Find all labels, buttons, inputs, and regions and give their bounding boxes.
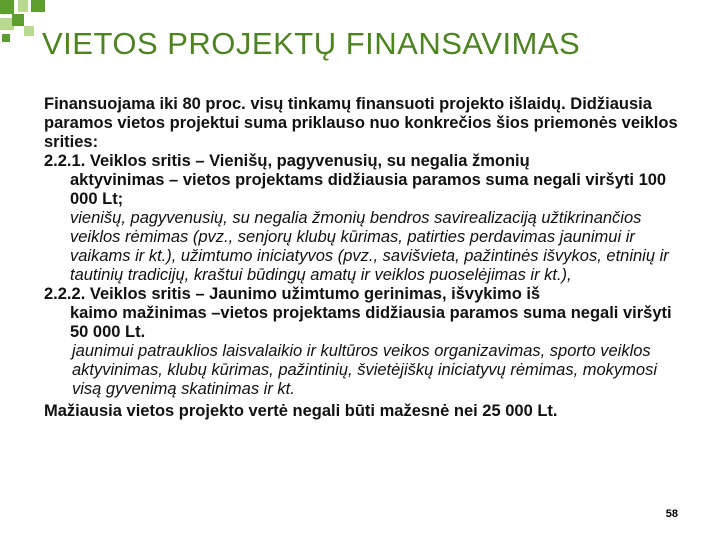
page-number: 58 (665, 508, 678, 520)
decor-square (2, 34, 10, 42)
decor-square (0, 0, 14, 14)
closing-paragraph: Mažiausia vietos projekto vertė negali būti mažesnė nei 25 000 Lt. (44, 402, 558, 420)
item2-detail: jaunimui patrauklios laisvalaikio ir kultūros veikos organizavimas, sporto veiklos aktyvinimas, klubų kūrimas, pažintinių, švietėjiškų iniciatyvų rėmimas, mokymosi visą gyvenimą skatinimas ir kt. (72, 342, 658, 398)
item1-heading: 2.2.1. Veiklos sritis – Vienišų, pagyvenusių, su negalia žmonių (44, 152, 530, 170)
decor-square (12, 14, 24, 26)
decor-square (18, 0, 28, 12)
intro-paragraph: Finansuojama iki 80 proc. visų tinkamų finansuoti projekto išlaidų. Didžiausia paramos vietos projektui suma priklauso nuo konkrečios šios priemonės veiklos srities: (44, 95, 678, 151)
page-title: VIETOS PROJEKTŲ FINANSAVIMAS (42, 26, 581, 61)
item1-continuation: aktyvinimas – vietos projektams didžiausia paramos suma negali viršyti 100 000 Lt; (70, 171, 667, 208)
item1-detail: vienišų, pagyvenusių, su negalia žmonių bendros savirealizaciją užtikrinančios veiklos rėmimas (pvz., senjorų klubų kūrimas, patirties perdavimas jaunimui ir vaikams ir kt.), užimtumo iniciatyvos (pvz., savišvieta, pažintinės išvykos, etninių ir tautinių tradicijų, kraštui būdingų amatų ir veiklos puoselėjimas ir kt.), (70, 209, 669, 284)
decor-square (24, 26, 34, 36)
item2-heading: 2.2.2. Veiklos sritis – Jaunimo užimtumo gerinimas, išvykimo iš (44, 285, 541, 303)
slide-body (44, 95, 684, 421)
item2-continuation: kaimo mažinimas –vietos projektams didžiausia paramos suma negali viršyti 50 000 Lt. (70, 304, 672, 341)
decor-square (31, 0, 45, 12)
